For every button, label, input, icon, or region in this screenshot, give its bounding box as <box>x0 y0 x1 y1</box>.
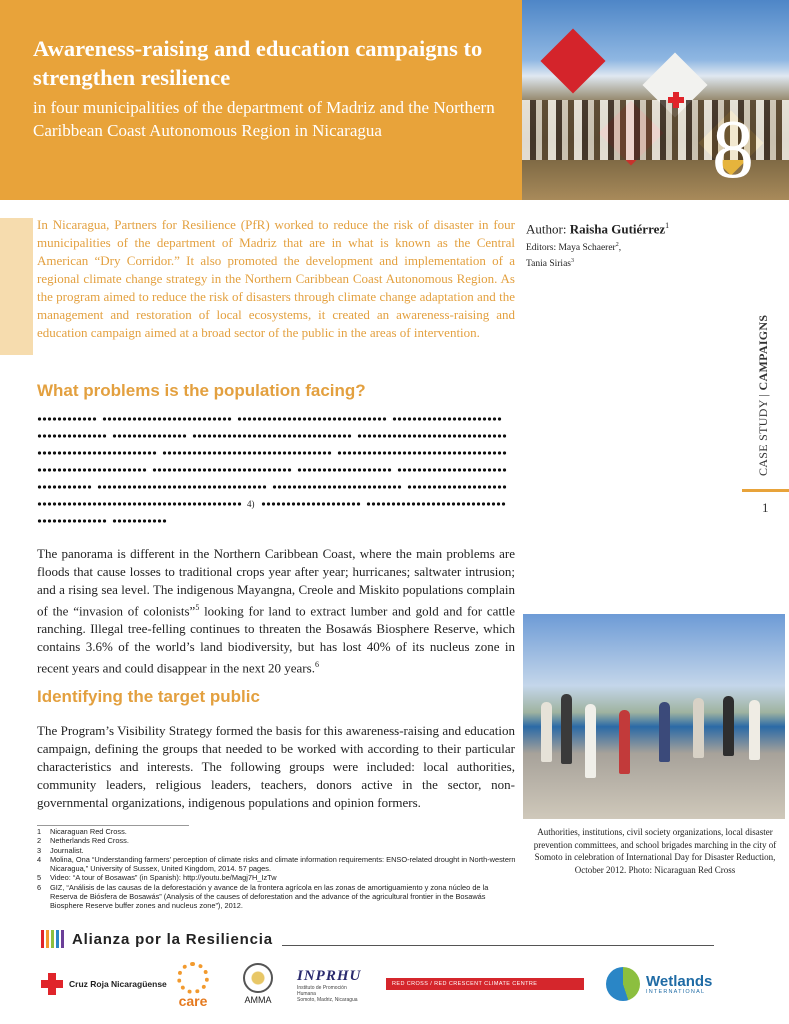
author-label: Author: <box>526 221 567 237</box>
obscured-line <box>37 444 515 461</box>
footer-rule <box>282 945 714 946</box>
inprhu-subtitle: Instituto de Promoción Humana <box>297 985 347 997</box>
inprhu-logo <box>297 968 367 1003</box>
paragraph-caribbean-a: The panorama is different in the Northern Caribbean Coast, where the main problems are floods that cause losses to traditional crops year after year; hurricanes; saltwater intrusion; and a rising sea level. The indigenous Mayangna, Creole and Miskito populations complain of the “invasion of colonists” <box>37 546 515 619</box>
climate-centre-name: RED CROSS / RED CRESCENT CLIMATE CENTRE <box>392 981 538 987</box>
footnote-number: 5 <box>37 873 42 883</box>
marcher-figure <box>659 702 670 762</box>
care-logo <box>172 962 214 1008</box>
chapter-number: 8 <box>712 103 754 196</box>
marcher-figure <box>541 702 552 762</box>
footnote-number: 4 <box>37 854 42 864</box>
footnote-item <box>37 873 517 882</box>
alliance-bar <box>41 930 44 948</box>
marcher-figure <box>585 704 596 778</box>
obscured-line <box>37 427 515 444</box>
wetlands-globe-icon <box>606 967 640 1001</box>
heading-problems: What problems is the population facing? <box>37 381 366 400</box>
alliance-bar <box>61 930 64 948</box>
wetlands-logo <box>606 967 712 1001</box>
footnote-text: Journalist. <box>50 845 84 855</box>
editors-line: Editors: Maya Schaerer$^2$, Tania Sirias$^3$ <box>526 242 622 270</box>
footnote-text: Nicaraguan Red Cross. <box>50 827 127 836</box>
march-photo <box>523 614 785 819</box>
editor-1: Maya Schaerer <box>558 243 616 254</box>
footnote-ref-5: 5 <box>195 603 200 612</box>
page-title: Awareness-raising and education campaigns to strengthen resilience <box>33 36 483 90</box>
section-label <box>756 315 771 476</box>
paragraph-target-public: The Program’s Visibility Strategy formed the basis for this awareness-raising and education campaign, defining the groups that needed to be worked with according to their particular characteristics and interests. The following groups were included: local authorities, community leaders, religious leaders, teachers, donors active in the sector, non-governmental organizations, indigenous populations and opinion formers. <box>37 723 515 810</box>
alliance-bar <box>51 930 54 948</box>
author-name: Raisha Gutiérrez <box>569 221 666 237</box>
climate-centre-logo <box>386 978 584 990</box>
editor-1-sup: 2 <box>615 242 619 249</box>
red-cross-icon <box>41 973 63 995</box>
footnote-text: GIZ, “Análisis de las causas de la deforestación y avance de la frontera agrícola en las zonas de amortiguamiento y zona núcleo de la Reserva de Biósfera de Bosawás” (Analysis of the causes of deforestation and the advance of the agricultural frontier in the Bosawás Biosphere Reserve buffer zones and nucleus zone”), 2012. <box>50 882 489 911</box>
photo-caption: Authorities, institutions, civil society organizations, local disaster prevention committees, and school brigades marching in the city of Somoto in celebration of International Day for Disaster Reduction, October 2012. Photo: Nicaraguan Red Cross <box>533 827 777 875</box>
red-cross-icon <box>668 92 684 108</box>
title-banner <box>0 0 522 200</box>
section-rule <box>742 489 789 492</box>
footnote-item <box>37 883 517 911</box>
editor-2: Tania Sirias <box>526 259 571 270</box>
footnote-number: 6 <box>37 882 42 892</box>
amma-logo <box>240 963 276 1005</box>
cruz-roja-name: Cruz Roja Nicaragüense <box>69 979 167 989</box>
alliance-logo <box>41 930 273 948</box>
footnote-text: Molina, Ona “Understanding farmers’ perception of climate risks and climate information requirements: ENSO-related drought in North-western Nicaragua,” University of Sussex, United Kingdom, 2014. 57 pages. <box>50 854 516 874</box>
obscured-line <box>37 478 515 495</box>
footnote-text: Netherlands Red Cross. <box>50 836 129 846</box>
footnote-rule <box>37 825 189 826</box>
care-name: care <box>178 993 208 1009</box>
footnote-ref-6: 6 <box>314 660 319 670</box>
alliance-bar <box>46 930 49 948</box>
alliance-name: Alianza por la Resiliencia <box>72 930 273 948</box>
author-block <box>526 217 756 272</box>
intro-paragraph: In Nicaragua, Partners for Resilience (PfR) worked to reduce the risk of disaster in four municipalities of the department of Madriz that are in what is known as the Central American “Dry Corridor.” It also promoted the development and implementation of a regional climate change strategy in the Northern Caribbean Coast Autonomous Region. As the program aimed to reduce the risk of disasters through climate change adaptation and the management and restoration of local ecosystems, it created an awareness-raising and education campaign aimed at a broad sector of the public in the areas of intervention. <box>37 217 515 340</box>
obscured-footnote-marker: 4) <box>247 498 255 509</box>
alliance-bars-icon <box>41 930 66 948</box>
amma-seal-icon <box>243 963 273 993</box>
footnote-text: Video: “A tour of Bosawas” (in Spanish): http://youtu.be/Magj7H_IzTw <box>50 873 277 883</box>
footnote-number: 3 <box>37 845 42 855</box>
marcher-figure <box>619 710 630 774</box>
inprhu-name: INPRHU <box>297 968 362 984</box>
editors-label: Editors: <box>526 243 557 254</box>
page-number: 1 <box>762 500 769 515</box>
section-label-left: CASE STUDY <box>756 399 770 476</box>
obscured-line <box>37 495 515 512</box>
heading-target-public: Identifying the target public <box>37 687 260 706</box>
obscured-text-block <box>37 410 515 529</box>
wetlands-subtitle: INTERNATIONAL <box>646 988 706 995</box>
marcher-figure <box>723 696 734 756</box>
section-label-right: CAMPAIGNS <box>756 314 770 391</box>
wetlands-name: Wetlands <box>646 972 713 990</box>
footnote-item <box>37 846 517 855</box>
marcher-figure <box>749 700 760 760</box>
footnote-number: 1 <box>37 827 42 836</box>
kite-shape <box>540 28 605 93</box>
editor-2-sup: 3 <box>570 258 574 265</box>
obscured-line <box>37 461 515 478</box>
footnotes <box>37 827 517 911</box>
paragraph-caribbean-b: looking for land to extract lumber and gold and for cattle ranching. Illegal tree-felling continues to threaten the Bosawás Biosphere Reserve, which contains 3.6% of the world’s land biodiversity, but has lost 40% of its nucleus zone in recent years and could disappear in the next 20 years. <box>37 603 515 676</box>
section-label-separator: | <box>756 393 770 397</box>
obscured-line <box>37 410 515 427</box>
author-sup: 1 <box>665 221 670 230</box>
obscured-line <box>37 512 515 529</box>
page-subtitle: in four municipalities of the department of Madriz and the Northern Caribbean Coast Autonomous Region in Nicaragua <box>33 98 495 140</box>
amma-name: AMMA <box>244 995 272 1005</box>
alliance-bar <box>56 930 59 948</box>
footnote-item <box>37 827 517 836</box>
author-line <box>526 217 756 237</box>
paragraph-caribbean <box>37 545 515 678</box>
cruz-roja-logo <box>41 973 167 995</box>
marcher-figure <box>693 698 704 758</box>
intro-accent-bar <box>0 218 33 355</box>
footnote-item <box>37 855 517 874</box>
footnote-number: 2 <box>37 836 42 846</box>
inprhu-location: Somoto, Madriz, Nicaragua <box>297 997 358 1003</box>
footnote-item <box>37 836 517 845</box>
care-sun-icon <box>177 962 209 994</box>
marcher-figure <box>561 694 572 764</box>
